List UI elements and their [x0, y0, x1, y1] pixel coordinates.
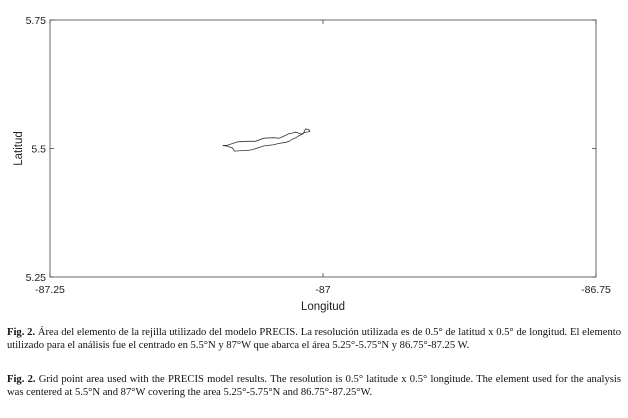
- y-tick-label: 5.75: [25, 15, 46, 27]
- island-outline: [223, 129, 310, 151]
- caption-english-text: Grid point area used with the PRECIS model results. The resolution is 0.5° latitude x 0.5° longitude. The element used for the analysis was centered at 5.5°N and 87°W covering the area 5.25°-5.75°N and 86.75°-87.25°W.: [7, 374, 621, 398]
- caption-spanish-text: Área del elemento de la rejilla utilizado del modelo PRECIS. La resolución utilizada es de 0.5° de latitud x 0.5° de longitud. El elemento utilizado para el análisis fue el centrado en 5.5°N y 87°W que abarca el área 5.25°-5.75°N y 86.75°-87.25 W.: [7, 327, 621, 351]
- caption-english-label: Fig. 2.: [7, 374, 36, 385]
- caption-spanish-label: Fig. 2.: [7, 327, 36, 338]
- x-tick-label: -87: [315, 284, 331, 296]
- x-tick-label: -87.25: [35, 284, 65, 296]
- y-tick-label: 5.25: [25, 272, 46, 284]
- x-axis-label: Longitud: [300, 301, 346, 313]
- plot-frame: [50, 20, 596, 277]
- y-axis-label: Latitud: [13, 131, 25, 166]
- axis-tick-labels: [26, 15, 611, 296]
- caption-english: [7, 374, 621, 399]
- x-tick-label: -86.75: [581, 284, 611, 296]
- axis-ticks: [50, 20, 596, 277]
- caption-spanish: [7, 327, 621, 352]
- y-tick-label: 5.5: [31, 143, 46, 156]
